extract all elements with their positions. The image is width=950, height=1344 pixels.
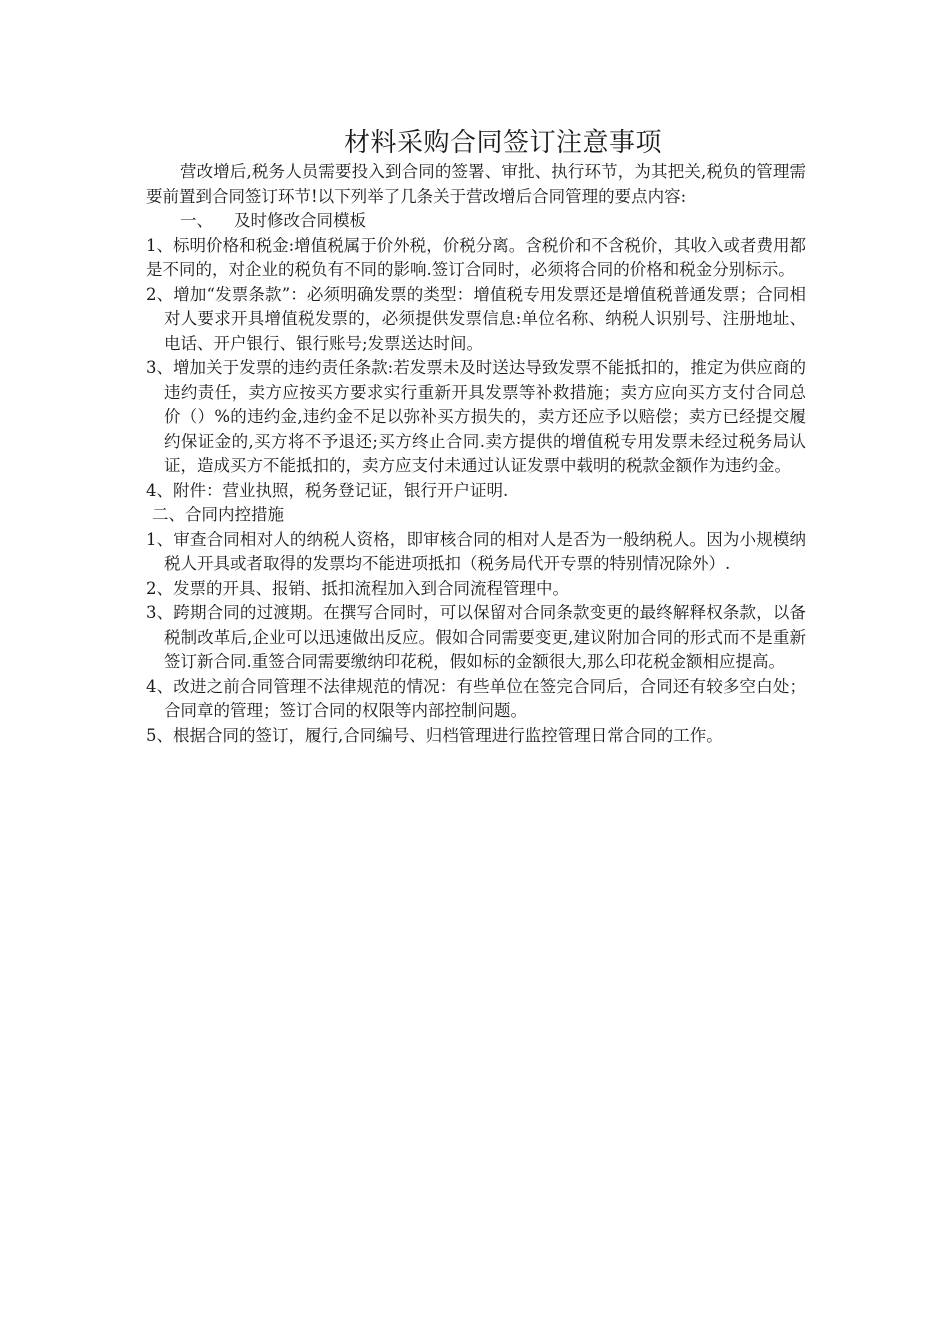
section2-item-1: 1、审查合同相对人的纳税人资格，即审核合同的相对人是否为一般纳税人。因为小规模纳税人开具或者取得的发票均不能进项抵扣（税务局代开专票的特别情况除外）. [146, 529, 806, 573]
document-body [146, 126, 806, 748]
section-heading-2: 二、合同内控措施 [152, 505, 284, 524]
section-heading-1: 一、 及时修改合同模板 [180, 211, 366, 230]
section1-item-2: 2、增加“发票条款”：必须明确发票的类型：增值税专用发票还是增值税普通发票；合同相对人要求开具增值税发票的，必须提供发票信息:单位名称、纳税人识别号、注册地址、电话、开户银行、银行账号;发票送达时间。 [146, 284, 806, 353]
section2-item-3: 3、跨期合同的过渡期。在撰写合同时，可以保留对合同条款变更的最终解释权条款，以备税制改革后,企业可以迅速做出反应。假如合同需要变更,建议附加合同的形式而不是重新签订新合同.重签合同需要缴纳印花税，假如标的金额很大,那么印花税金额相应提高。 [146, 603, 806, 671]
section2-item-2: 2、发票的开具、报销、抵扣流程加入到合同流程管理中。 [146, 578, 569, 598]
intro-paragraph: 营改增后,税务人员需要投入到合同的签署、审批、执行环节，为其把关,税负的管理需要前置到合同签订环节!以下列举了几条关于营改增后合同管理的要点内容: [146, 162, 806, 206]
section1-item-3: 3、增加关于发票的违约责任条款:若发票未及时送达导致发票不能抵扣的，推定为供应商的违约责任，卖方应按买方要求实行重新开具发票等补救措施；卖方应向买方支付合同总价（）%的违约金,违约金不足以弥补买方损失的，卖方还应予以赔偿；卖方已经提交履约保证金的,买方将不予退还;买方终止合同.卖方提供的增值税专用发票未经过税务局认证，造成买方不能抵扣的，卖方应支付未通过认证发票中载明的税款金额作为违约金。 [146, 358, 806, 475]
section2-item-4: 4、改进之前合同管理不法律规范的情况：有些单位在签完合同后，合同还有较多空白处；合同章的管理；签订合同的权限等内部控制问题。 [146, 676, 806, 720]
section1-item-4: 4、附件：营业执照，税务登记证，银行开户证明. [146, 480, 509, 500]
section1-item-1: 1、标明价格和税金:增值税属于价外税，价税分离。含税价和不含税价，其收入或者费用都是不同的，对企业的税负有不同的影响.签订合同时，必须将合同的价格和税金分别标示。 [146, 235, 806, 279]
page-title: 材料采购合同签订注意事项 [343, 128, 662, 158]
section2-item-5: 5、根据合同的签订，履行,合同编号、归档管理进行监控管理日常合同的工作。 [146, 725, 723, 745]
